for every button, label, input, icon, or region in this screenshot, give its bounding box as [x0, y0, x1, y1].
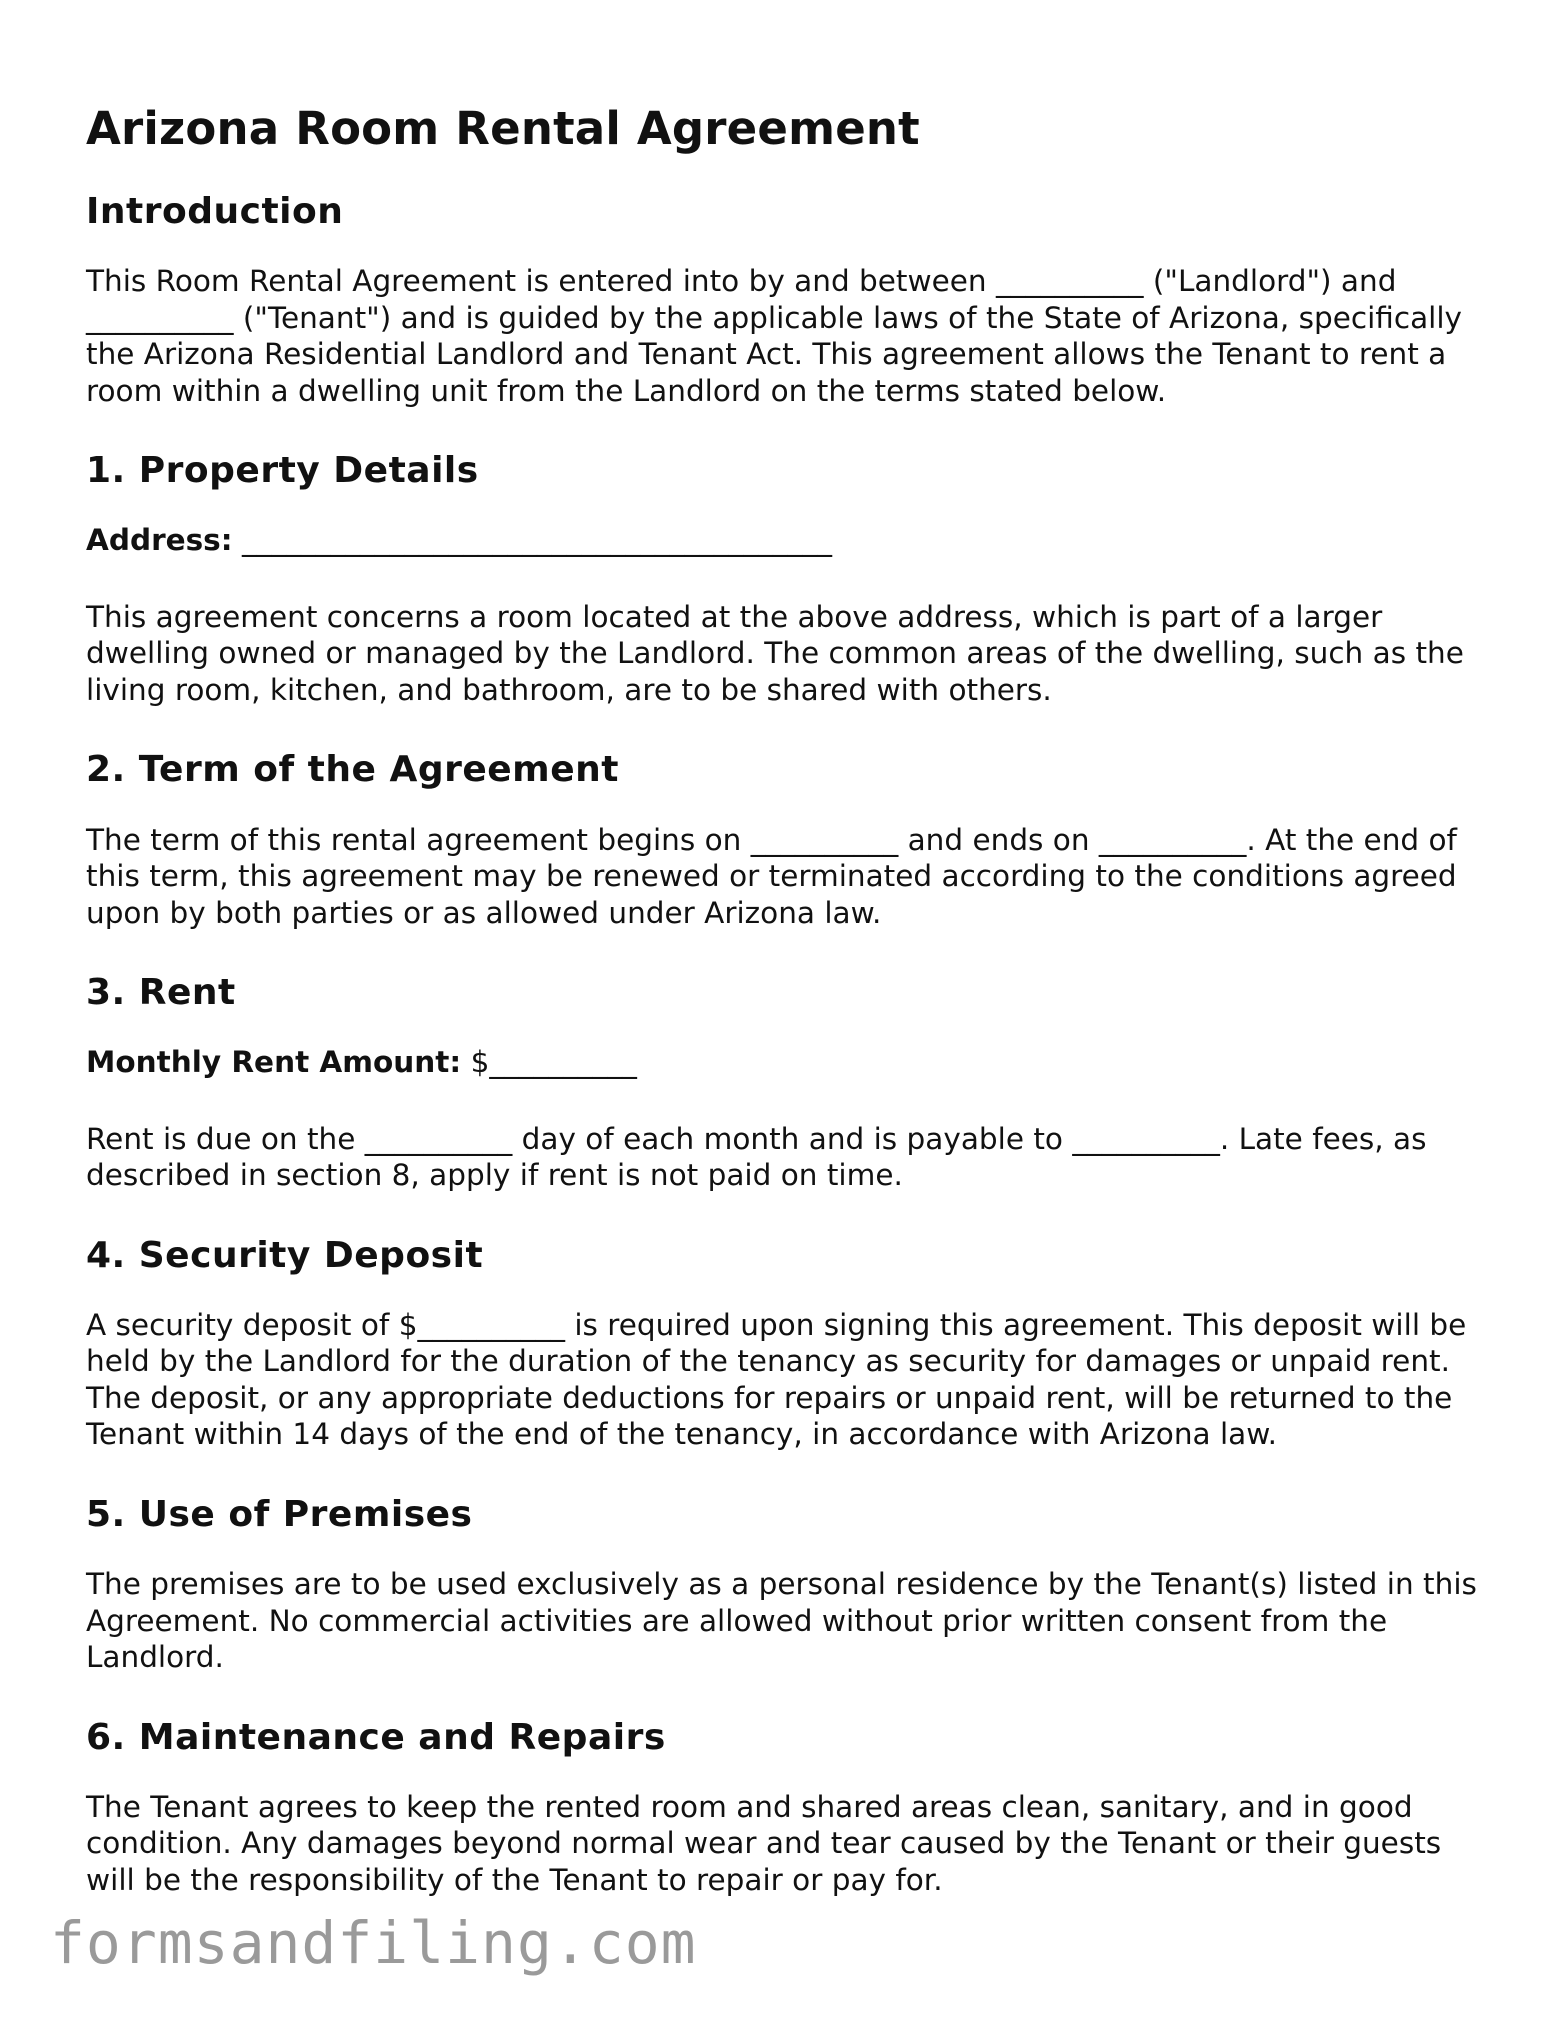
- monthly-rent-label: Monthly Rent Amount:: [86, 1045, 462, 1080]
- section-paragraph: This agreement concerns a room located at the above address, which is part of a larger dwelling owned or managed by the Landlord. The common areas of the dwelling, such as the living room, kitchen, and bathroom, are to be shared with others.: [86, 599, 1464, 707]
- section-heading: 6. Maintenance and Repairs: [86, 1716, 666, 1758]
- section-term: [86, 748, 1486, 931]
- section-property-details: [86, 449, 1486, 708]
- section-heading: 5. Use of Premises: [86, 1493, 473, 1535]
- section-maintenance: [86, 1716, 1486, 1899]
- section-security-deposit: [86, 1234, 1486, 1453]
- watermark: formsandfiling.com: [50, 1909, 697, 1977]
- section-paragraph: Rent is due on the __________ day of each month and is payable to __________. Late fees, as described in section 8, apply if rent is not paid on time.: [86, 1121, 1427, 1193]
- section-paragraph: A security deposit of $__________ is required upon signing this agreement. This deposit will be held by the Landlord for the duration of the tenancy as security for damages or unpaid rent. The deposit, or any appropriate deductions for repairs or unpaid rent, will be returned to the Tenant within 14 days of the end of the tenancy, in accordance with Arizona law.: [86, 1307, 1467, 1452]
- section-heading: 2. Term of the Agreement: [86, 749, 619, 791]
- section-introduction: [86, 190, 1486, 409]
- section-paragraph: The Tenant agrees to keep the rented room and shared areas clean, sanitary, and in good condition. Any damages beyond normal wear and tear caused by the Tenant or their guests will be the responsibility of the Tenant to repair or pay for.: [86, 1789, 1442, 1897]
- section-paragraph: The term of this rental agreement begins on __________ and ends on __________. At the end of this term, this agreement may be renewed or terminated according to the conditions agreed upon by both parties or as allowed under Arizona law.: [86, 822, 1457, 930]
- document-page: [86, 102, 1486, 1938]
- monthly-rent-blank: $__________: [470, 1045, 637, 1080]
- section-paragraph: This Room Rental Agreement is entered into by and between __________ ("Landlord") and __________ ("Tenant") and is guided by the applicable laws of the State of Arizona, specifically the Arizona Residential Landlord and Tenant Act. This agreement allows the Tenant to rent a room within a dwelling unit from the Landlord on the terms stated below.: [86, 264, 1463, 408]
- address-blank: ________________________________________: [241, 523, 832, 558]
- section-heading: Introduction: [86, 191, 344, 232]
- address-field: [86, 522, 1486, 559]
- document-title: Arizona Room Rental Agreement: [86, 102, 920, 155]
- section-heading: 1. Property Details: [86, 450, 479, 492]
- monthly-rent-field: [86, 1044, 1486, 1081]
- section-use-of-premises: [86, 1493, 1486, 1676]
- section-paragraph: The premises are to be used exclusively as a personal residence by the Tenant(s) listed in this Agreement. No commercial activities are allowed without prior written consent from the Landlord.: [86, 1567, 1477, 1675]
- address-label: Address:: [86, 523, 233, 558]
- section-heading: 4. Security Deposit: [86, 1234, 484, 1276]
- section-rent: [86, 971, 1486, 1194]
- section-heading: 3. Rent: [86, 972, 236, 1014]
